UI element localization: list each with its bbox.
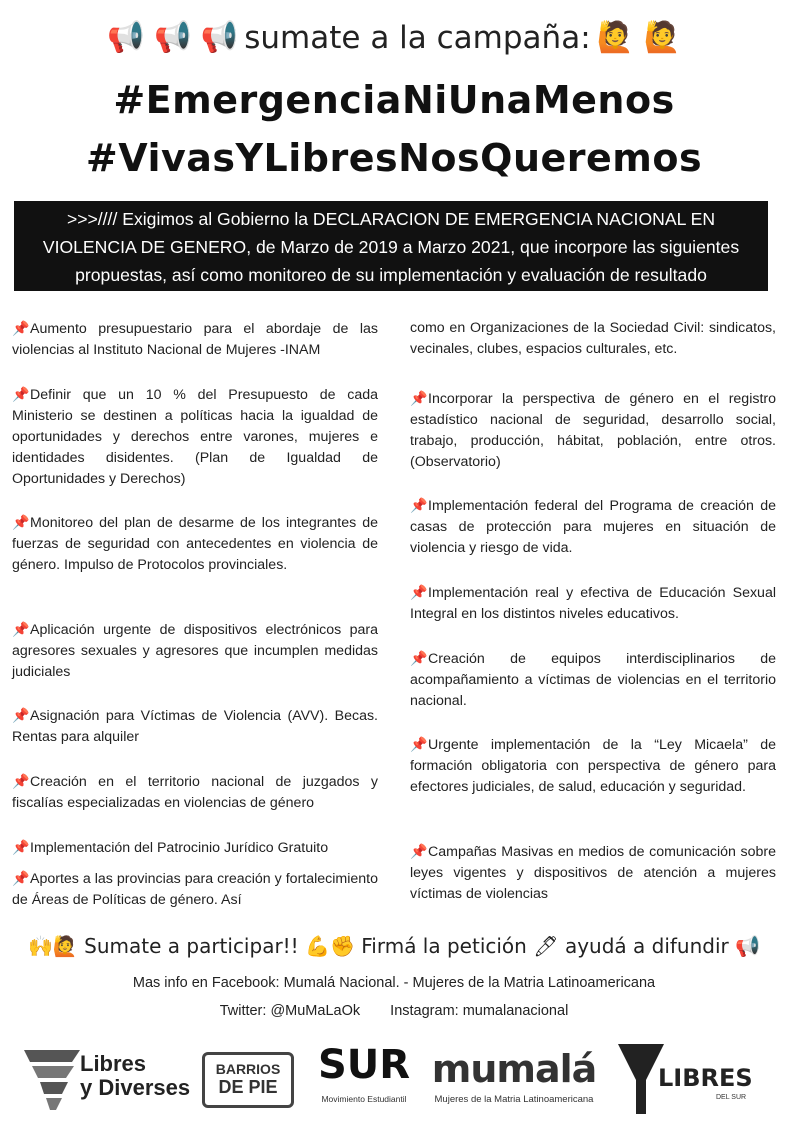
proposal-item: 📌Creación de equipos interdisciplinarios de acompañamiento a víctimas de violencias en el territorio nacional. [410,650,776,709]
demand-banner [14,201,768,291]
pushpin-icon: 📌 [410,843,428,859]
libres-del-sur-logo: LIBRES DEL SUR [616,1040,766,1120]
proposal-item: 📌Implementación del Patrocinio Jurídico Gratuito [12,839,329,856]
cta-sign: Firmá la petición [361,934,527,958]
banner-line-3: propuestas, así como monitoreo de su implementación y evaluación de resultado [75,265,707,285]
proposal-item: 📌Definir que un 10 % del Presupuesto de cada Ministerio se destinen a políticas hacia la igualdad de oportunidades y derechos entre varones, mujeres e identidades disidentes. (Plan de Igualdad de Oportunidades y Derechos) [12,386,378,487]
call-to-action [0,934,788,958]
facebook-info: Mas info en Facebook: Mumalá Nacional. - Mujeres de la Matria Latinoamericana [132,975,656,991]
libres-y-diverses-logo: Libres y Diverses [22,1040,192,1120]
proposal-item: 📌Incorporar la perspectiva de género en el registro estadístico nacional de seguridad, desarrollo social, trabajo, producción, hábitat, población, entre otros. (Observatorio) [410,390,776,470]
cta-participate: Sumate a participar!! [84,934,299,958]
raised-hand-icons: 🙋 🙋 [596,20,681,55]
hands-icon: 🙌🙋 [27,934,78,958]
proposal-item: 📌Implementación real y efectiva de Educación Sexual Integral en los distintos niveles educativos. [410,584,776,622]
pushpin-icon: 📌 [410,584,428,600]
social-handles [0,1003,788,1019]
banner-line-1: >>>//// Exigimos al Gobierno la DECLARACION DE EMERGENCIA NACIONAL EN [66,209,716,229]
pushpin-icon: 📌 [12,621,30,637]
proposal-item: 📌Aumento presupuestario para el abordaje de las violencias al Instituto Nacional de Mujeres -INAM [12,320,378,358]
pushpin-icon: 📌 [12,870,30,886]
pushpin-icon: 📌 [410,650,428,666]
proposal-item: 📌Implementación federal del Programa de creación de casas de protección para mujeres en situación de violencia y riesgo de vida. [410,497,776,556]
pushpin-icon: 📌 [12,839,30,855]
instagram-handle: Instagram: mumalanacional [390,1003,569,1019]
pushpin-icon: 📌 [410,736,428,752]
tornado-icon [22,1040,82,1120]
proposal-item: 📌Asignación para Víctimas de Violencia (AVV). Becas. Rentas para alquiler [12,707,378,745]
pushpin-icon: 📌 [12,773,30,789]
mumala-logo: mumalá Mujeres de la Matria Latinoamericana [431,1047,597,1105]
pushpin-icon: 📌 [410,497,428,513]
sur-logo: SUR Movimiento Estudiantil [317,1042,411,1104]
cta-share: ayudá a difundir [564,934,729,958]
campaign-header [0,20,788,56]
megaphone-icons: 📢 📢 📢 [107,20,239,55]
pushpin-icon: 📌 [12,707,30,723]
banner-line-2: VIOLENCIA DE GENERO, de Marzo de 2019 a Marzo 2021, que incorpore las siguientes [42,237,740,257]
proposal-item: 📌Urgente implementación de la “Ley Micaela” de formación obligatoria con perspectiva de género para efectores judiciales, de salud, educación y seguridad. [410,736,776,795]
sponsor-logos [0,1036,788,1126]
barrios-de-pie-logo: BARRIOS DE PIE [202,1052,294,1108]
proposal-item: 📌Aplicación urgente de dispositivos electrónicos para agresores sexuales y agresores que incumplen medidas judiciales [12,621,378,680]
muscle-fist-icon: 💪✊ [305,934,355,958]
proposal-item: 📌Creación en el territorio nacional de juzgados y fiscalías especializadas en violencias de género [12,773,378,811]
pushpin-icon: 📌 [12,386,30,402]
hashtag-emergencia: #EmergenciaNiUnaMenos [113,78,675,122]
hashtag-vivas-y-libres: #VivasYLibresNosQueremos [85,136,703,180]
campaign-text: sumate a la campaña: [244,20,591,56]
pen-icon: 🖊 [533,934,559,958]
pushpin-icon: 📌 [12,320,30,336]
proposal-item-continued: como en Organizaciones de la Sociedad Civil: sindicatos, vecinales, clubes, espacios culturales, etc. [410,320,776,357]
pushpin-icon: 📌 [410,390,428,406]
proposal-item: 📌Aportes a las provincias para creación y fortalecimiento de Áreas de Políticas de género. Así [12,870,378,908]
pushpin-icon: 📌 [12,514,30,530]
proposal-item: 📌Monitoreo del plan de desarme de los integrantes de fuerzas de seguridad con antecedentes en violencia de género. Impulso de Protocolos provinciales. [12,514,378,573]
megaphone-icon: 📢 [735,934,761,958]
proposal-item: 📌Campañas Masivas en medios de comunicación sobre leyes vigentes y dispositivos de atención a mujeres víctimas de violencias [410,843,776,902]
twitter-handle: Twitter: @MuMaLaOk [219,1003,361,1019]
